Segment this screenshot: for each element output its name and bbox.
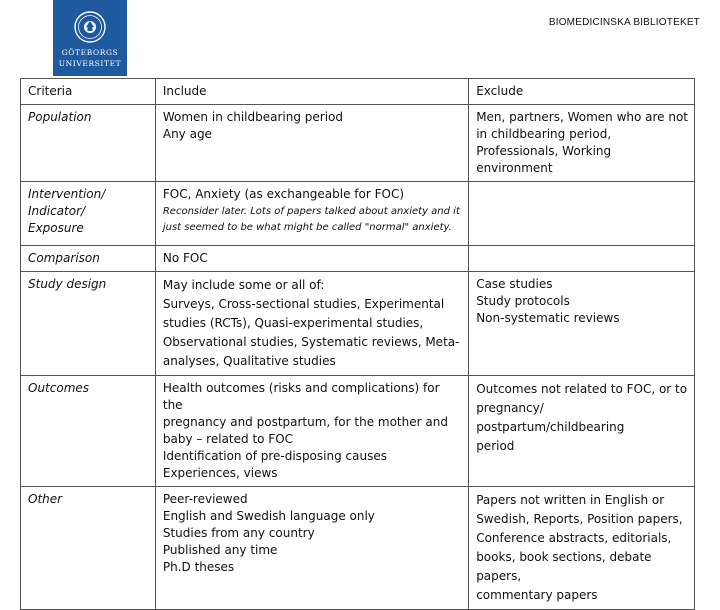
include-line: studies (RCTs), Quasi-experimental studies,	[162, 316, 424, 330]
exclude-cell	[469, 182, 695, 246]
criteria-cell: Outcomes	[21, 376, 156, 487]
include-line: analyses, Qualitative studies	[162, 354, 336, 368]
include-line: baby – related to FOC	[162, 432, 294, 446]
include-cell	[155, 182, 468, 246]
table-row-outcomes	[21, 376, 695, 487]
exclude-line: Professionals, Working environment	[476, 144, 612, 175]
exclude-cell	[469, 376, 695, 487]
criteria-cell: Other	[21, 487, 156, 610]
criteria-cell: Population	[21, 105, 156, 182]
include-line: Experiences, views	[162, 466, 278, 480]
table-row-other	[21, 487, 695, 610]
exclude-cell	[469, 105, 695, 182]
include-cell	[155, 105, 468, 182]
include-line: English and Swedish language only	[162, 509, 375, 523]
exclude-line: Swedish, Reports, Position papers,	[476, 512, 683, 526]
exclude-line: commentary papers	[476, 588, 598, 602]
include-line: May include some or all of:	[162, 278, 325, 292]
library-name: BIOMEDICINSKA BIBLIOTEKET	[548, 17, 700, 28]
university-logo	[53, 0, 127, 76]
include-note	[163, 204, 462, 236]
table-row-intervention	[21, 182, 695, 246]
note-line: just seemed to be what might be called "normal" anxiety.	[162, 222, 452, 233]
include-cell	[155, 272, 468, 376]
exclude-cell	[469, 246, 695, 272]
criteria-cell	[21, 182, 156, 246]
exclude-line: Outcomes not related to FOC, or to	[476, 382, 688, 396]
exclude-line: pregnancy/ postpartum/childbearing	[476, 401, 625, 434]
header-exclude: Exclude	[469, 79, 695, 105]
exclude-line: Conference abstracts, editorials,	[476, 531, 672, 545]
criteria-line: Indicator/	[28, 204, 86, 218]
note-line: Reconsider later. Lots of papers talked about anxiety and it	[162, 206, 460, 217]
include-cell	[155, 246, 468, 272]
logo-text-line2: UNIVERSITET	[58, 59, 122, 68]
exclude-line: period	[476, 439, 515, 453]
include-line: Women in childbearing period	[162, 110, 343, 124]
header-include: Include	[155, 79, 468, 105]
exclude-line: in childbearing period,	[476, 127, 612, 141]
criteria-cell: Comparison	[21, 246, 156, 272]
exclude-line: Case studies	[476, 277, 553, 291]
include-line: Identification of pre-disposing causes	[162, 449, 387, 463]
include-line: Health outcomes (risks and complications) for the	[162, 381, 440, 412]
include-line: Studies from any country	[162, 526, 315, 540]
include-line: Published any time	[162, 543, 278, 557]
include-line: FOC, Anxiety (as exchangeable for FOC)	[162, 187, 405, 201]
logo-text-line1: GÖTEBORGS	[61, 48, 119, 57]
exclude-cell	[469, 487, 695, 610]
exclude-cell	[469, 272, 695, 376]
include-line: Any age	[162, 127, 212, 141]
include-line: Surveys, Cross-sectional studies, Experimental	[162, 297, 445, 311]
include-line: pregnancy and postpartum, for the mother and	[162, 415, 448, 429]
exclude-line: Papers not written in English or	[476, 493, 665, 507]
include-line: Peer-reviewed	[162, 492, 248, 506]
table-row-comparison	[21, 246, 695, 272]
exclude-line: Study protocols	[476, 294, 570, 308]
include-cell	[155, 487, 468, 610]
include-line: No FOC	[162, 251, 208, 265]
header-criteria: Criteria	[21, 79, 156, 105]
criteria-line: Intervention/	[28, 187, 106, 201]
table-row-population	[21, 105, 695, 182]
criteria-table	[20, 78, 695, 610]
include-line: Observational studies, Systematic reviews, Meta-	[162, 335, 460, 349]
exclude-line: books, book sections, debate papers,	[476, 550, 652, 583]
table-row-study-design	[21, 272, 695, 376]
criteria-cell: Study design	[21, 272, 156, 376]
include-cell	[155, 376, 468, 487]
criteria-line: Exposure	[28, 221, 84, 235]
include-line: Ph.D theses	[162, 560, 235, 574]
exclude-line: Non-systematic reviews	[476, 311, 620, 325]
table-header-row	[21, 79, 695, 105]
exclude-line: Men, partners, Women who are not	[476, 110, 689, 124]
